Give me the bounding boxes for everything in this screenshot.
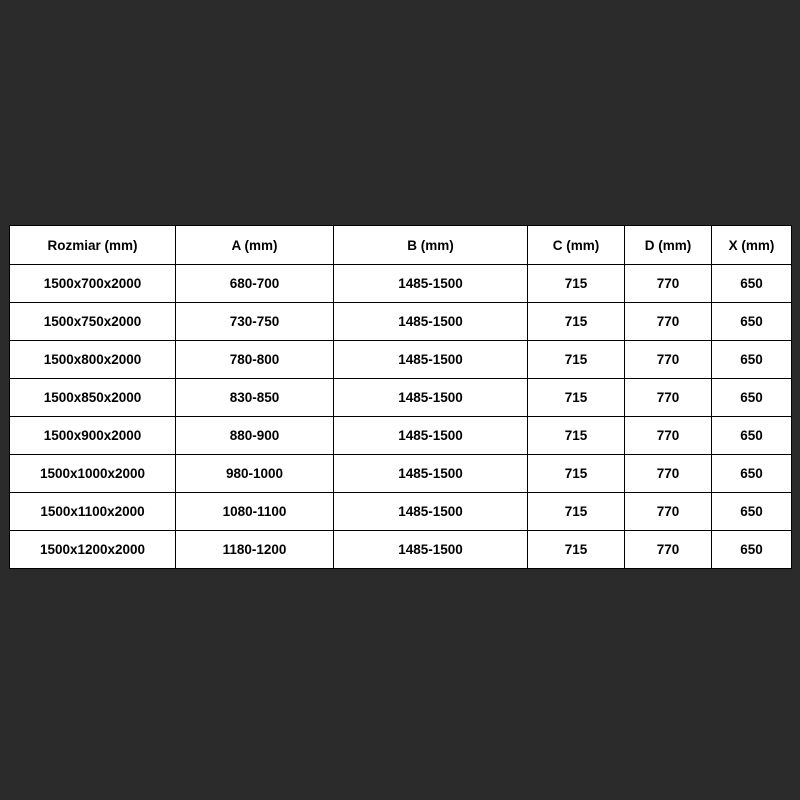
cell-c: 715 <box>528 417 625 455</box>
cell-b: 1485-1500 <box>334 417 528 455</box>
cell-b: 1485-1500 <box>334 493 528 531</box>
table-row <box>10 455 792 493</box>
cell-d: 770 <box>625 493 712 531</box>
table-row <box>10 417 792 455</box>
cell-c: 715 <box>528 303 625 341</box>
cell-d: 770 <box>625 303 712 341</box>
table-row <box>10 303 792 341</box>
cell-size: 1500x750x2000 <box>10 303 176 341</box>
table-row <box>10 265 792 303</box>
cell-c: 715 <box>528 493 625 531</box>
specification-table-container <box>9 225 791 569</box>
cell-c: 715 <box>528 265 625 303</box>
cell-a: 730-750 <box>176 303 334 341</box>
cell-c: 715 <box>528 341 625 379</box>
column-header-c: C (mm) <box>528 226 625 265</box>
cell-d: 770 <box>625 265 712 303</box>
cell-b: 1485-1500 <box>334 455 528 493</box>
cell-b: 1485-1500 <box>334 379 528 417</box>
cell-a: 980-1000 <box>176 455 334 493</box>
cell-x: 650 <box>712 455 792 493</box>
cell-c: 715 <box>528 379 625 417</box>
table-row <box>10 379 792 417</box>
cell-size: 1500x900x2000 <box>10 417 176 455</box>
cell-size: 1500x1200x2000 <box>10 531 176 569</box>
cell-size: 1500x700x2000 <box>10 265 176 303</box>
cell-c: 715 <box>528 531 625 569</box>
cell-d: 770 <box>625 455 712 493</box>
table-row <box>10 531 792 569</box>
cell-size: 1500x1100x2000 <box>10 493 176 531</box>
cell-size: 1500x800x2000 <box>10 341 176 379</box>
cell-a: 1180-1200 <box>176 531 334 569</box>
cell-d: 770 <box>625 531 712 569</box>
cell-c: 715 <box>528 455 625 493</box>
cell-b: 1485-1500 <box>334 303 528 341</box>
column-header-b: B (mm) <box>334 226 528 265</box>
cell-a: 1080-1100 <box>176 493 334 531</box>
cell-x: 650 <box>712 265 792 303</box>
cell-d: 770 <box>625 341 712 379</box>
cell-x: 650 <box>712 493 792 531</box>
cell-d: 770 <box>625 379 712 417</box>
table-row <box>10 493 792 531</box>
cell-a: 830-850 <box>176 379 334 417</box>
specification-table <box>9 225 792 569</box>
cell-a: 780-800 <box>176 341 334 379</box>
table-header <box>10 226 792 265</box>
column-header-x: X (mm) <box>712 226 792 265</box>
cell-a: 680-700 <box>176 265 334 303</box>
table-body <box>10 265 792 569</box>
cell-b: 1485-1500 <box>334 531 528 569</box>
cell-x: 650 <box>712 379 792 417</box>
column-header-rozmiar: Rozmiar (mm) <box>10 226 176 265</box>
cell-x: 650 <box>712 303 792 341</box>
cell-b: 1485-1500 <box>334 341 528 379</box>
column-header-d: D (mm) <box>625 226 712 265</box>
table-header-row <box>10 226 792 265</box>
column-header-a: A (mm) <box>176 226 334 265</box>
table-row <box>10 341 792 379</box>
cell-x: 650 <box>712 417 792 455</box>
cell-size: 1500x1000x2000 <box>10 455 176 493</box>
cell-x: 650 <box>712 341 792 379</box>
cell-d: 770 <box>625 417 712 455</box>
cell-size: 1500x850x2000 <box>10 379 176 417</box>
cell-a: 880-900 <box>176 417 334 455</box>
cell-b: 1485-1500 <box>334 265 528 303</box>
cell-x: 650 <box>712 531 792 569</box>
